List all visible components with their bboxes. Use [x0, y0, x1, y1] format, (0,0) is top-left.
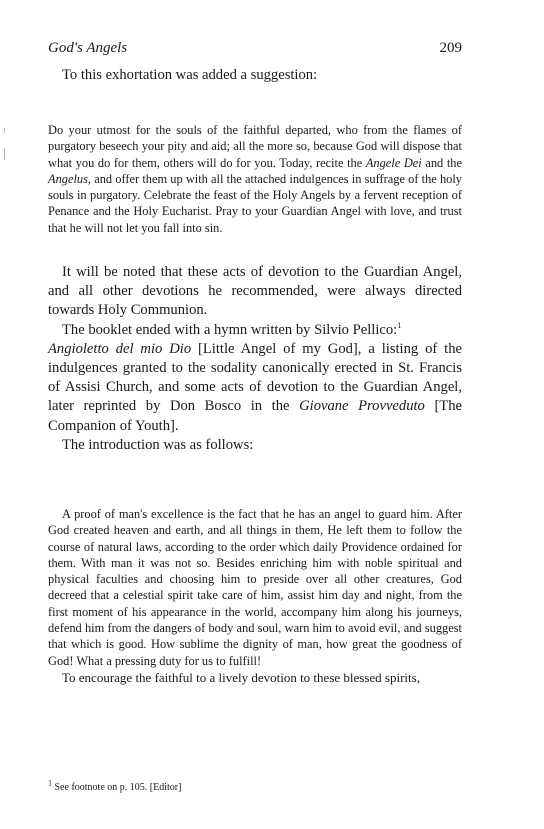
hymn-title: Angioletto del mio Dio: [48, 340, 192, 357]
book-title: Giovane Provveduto: [299, 398, 425, 415]
margin-mark: [4, 128, 5, 133]
page-header: [48, 40, 462, 62]
paragraph-text: The booklet ended with a hymn written by Silvio Pellico:: [62, 321, 398, 338]
paragraph-booklet: [48, 321, 462, 436]
footnote: [48, 778, 462, 794]
paragraph-text: [The Companion of Youth].: [48, 398, 462, 434]
paragraph-introduction: The introduction was as follows:: [62, 436, 254, 453]
quote-text: A proof of man's excellence is the fact that he has an angel to guard him. After God created heaven and earth, and all things in them, He left them to follow the course of natural laws, according to the order which daily Providence ordained for them. With man it was not so. Besides enriching him with noble spiritual and physical faculties and choosing him to preside over all other creatures, God decreed that a celestial spirit take care of him, assist him day and night, from the first moment of his appearance in the world, accompany him along his journeys, defend him from the dangers of body and soul, warn him to avoid evil, and suggest that which is good. How sublime the dignity of man, how great the goodness of God! What a pressing duty for us to fulfill!: [48, 507, 462, 668]
footnote-text: See footnote on p. 105. [Editor]: [54, 782, 182, 793]
quote-text: Do your utmost for the souls of the faithful departed, who from the flames of purgatory beseech your pity and aid; all the more so, because God will dispose that what you do for them, others will do for you. Today, recite the Angele Dei and the Angelus, and offer them up with all the attached indulgences in suffrage of the holy souls in purgatory. Celebrate the feast of the Holy Angels by a fervent reception of Penance and the Holy Eucharist. Pray to your Guardian Angel with love, and trust that he will not let you fall into sin.: [48, 123, 462, 235]
page-number: 209: [439, 40, 462, 56]
intro-line: To this exhortation was added a suggestion:: [62, 67, 318, 83]
block-quote-suggestion: [48, 122, 462, 236]
main-body: [48, 263, 462, 455]
footnote-marker: 1: [397, 320, 402, 330]
block-quote-introduction: [48, 506, 462, 687]
paragraph-devotion-note: It will be noted that these acts of devotion to the Guardian Angel, and all other devotions he recommended, were always directed towards Holy Communion.: [48, 264, 462, 319]
margin-mark: [4, 148, 5, 160]
quote-continuation: To encourage the faithful to a lively devotion to these blessed spirits,: [62, 669, 420, 685]
footnote-marker: 1: [48, 778, 52, 788]
paragraph-text: [Little Angel of my God], a listing of the indulgences granted to the sodality canonically erected in St. Francis of Assisi Church, and some acts of devotion to the Guardian Angel, later reprinted by Don Bosco in the: [48, 340, 462, 415]
running-title: God's Angels: [48, 40, 128, 56]
